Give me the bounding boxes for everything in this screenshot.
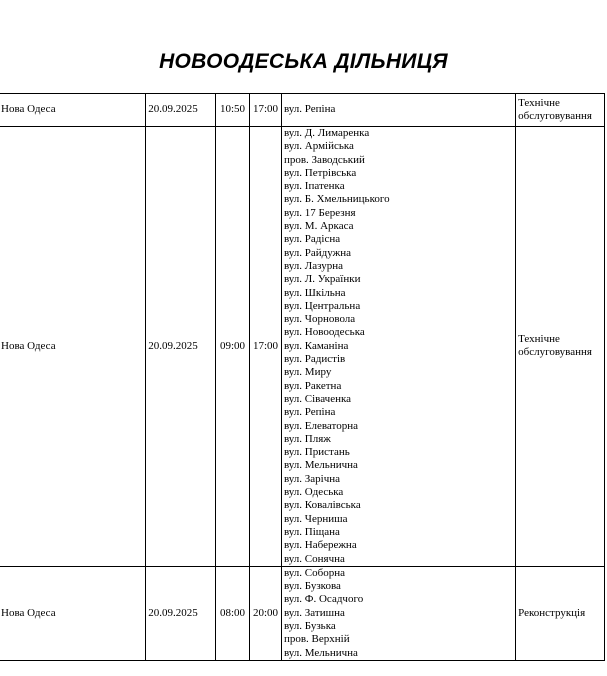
- date-cell: 20.09.2025: [146, 566, 216, 660]
- street-item: вул. Репіна: [283, 406, 336, 419]
- end-time-cell: 20:00: [250, 566, 282, 660]
- street-item: пров. Верхній: [283, 633, 350, 646]
- street-item: вул. Мельнична: [283, 459, 358, 472]
- street-item: пров. Заводський: [283, 153, 365, 166]
- table-row: [0, 127, 605, 567]
- street-item: вул. Одеська: [283, 486, 344, 499]
- street-item: вул. Новоодеська: [283, 326, 365, 339]
- street-item: вул. Каманіна: [283, 339, 349, 352]
- street-item: вул. Чорновола: [283, 313, 356, 326]
- street-item: вул. Піщана: [283, 525, 340, 538]
- start-time-cell: 10:50: [216, 94, 250, 127]
- street-item: вул. Сіваченка: [283, 392, 352, 405]
- date-cell: 20.09.2025: [146, 127, 216, 567]
- street-item: вул. Бузкова: [283, 580, 341, 593]
- street-item: вул. Лазурна: [283, 259, 344, 272]
- outage-schedule-table: [0, 93, 605, 661]
- street-item: вул. Зарічна: [283, 472, 341, 485]
- streets-cell: [281, 127, 515, 567]
- street-item: вул. Центральна: [283, 299, 361, 312]
- work-type-cell: Технічне обслуговування: [516, 94, 605, 127]
- street-item: вул. Набережна: [283, 539, 357, 552]
- start-time-cell: 09:00: [216, 127, 250, 567]
- street-item: вул. Армійська: [283, 140, 354, 153]
- table-row: [0, 94, 605, 127]
- street-item: вул. Миру: [283, 366, 332, 379]
- table-row: [0, 566, 605, 660]
- street-item: вул. Черниша: [283, 512, 348, 525]
- work-type-cell: Технічне обслуговування: [516, 127, 605, 567]
- street-item: вул. Петрівська: [283, 166, 357, 179]
- page-title: НОВООДЕСЬКА ДІЛЬНИЦЯ: [159, 50, 448, 73]
- street-item: вул. Ф. Осадчого: [283, 593, 364, 606]
- street-item: вул. Затишна: [283, 606, 345, 619]
- street-item: вул. Радісна: [283, 233, 341, 246]
- street-item: вул. Іпатенка: [283, 180, 345, 193]
- streets-cell: [281, 94, 515, 127]
- locality-cell: Нова Одеса: [0, 127, 146, 567]
- street-item: вул. Шкільна: [283, 286, 346, 299]
- street-item: вул. Мельнична: [283, 646, 358, 659]
- street-item: вул. М. Аркаса: [283, 220, 354, 233]
- street-item: вул. Д. Лимаренка: [283, 127, 370, 139]
- street-item: вул. Б. Хмельницького: [283, 193, 390, 206]
- end-time-cell: 17:00: [250, 127, 282, 567]
- street-item: вул. Радистів: [283, 353, 346, 366]
- street-item: вул. Соборна: [283, 566, 345, 579]
- locality-cell: Нова Одеса: [0, 566, 146, 660]
- street-item: вул. Пристань: [283, 446, 350, 459]
- date-cell: 20.09.2025: [146, 94, 216, 127]
- street-item: вул. Ковалівська: [283, 499, 361, 512]
- end-time-cell: 17:00: [250, 94, 282, 127]
- street-item: вул. Елеваторна: [283, 419, 358, 432]
- street-item: вул. Л. Українки: [283, 273, 361, 286]
- street-item: вул. Сонячна: [283, 552, 345, 565]
- work-type-cell: Реконструкція: [516, 566, 605, 660]
- locality-cell: Нова Одеса: [0, 94, 146, 127]
- street-item: вул. Пляж: [283, 432, 331, 445]
- street-item: вул. Бузька: [283, 619, 336, 632]
- start-time-cell: 08:00: [216, 566, 250, 660]
- street-item: вул. Ракетна: [283, 379, 342, 392]
- street-item: вул. 17 Березня: [283, 206, 356, 219]
- street-item: вул. Репіна: [283, 103, 336, 116]
- streets-cell: [281, 566, 515, 660]
- street-item: вул. Райдужна: [283, 246, 351, 259]
